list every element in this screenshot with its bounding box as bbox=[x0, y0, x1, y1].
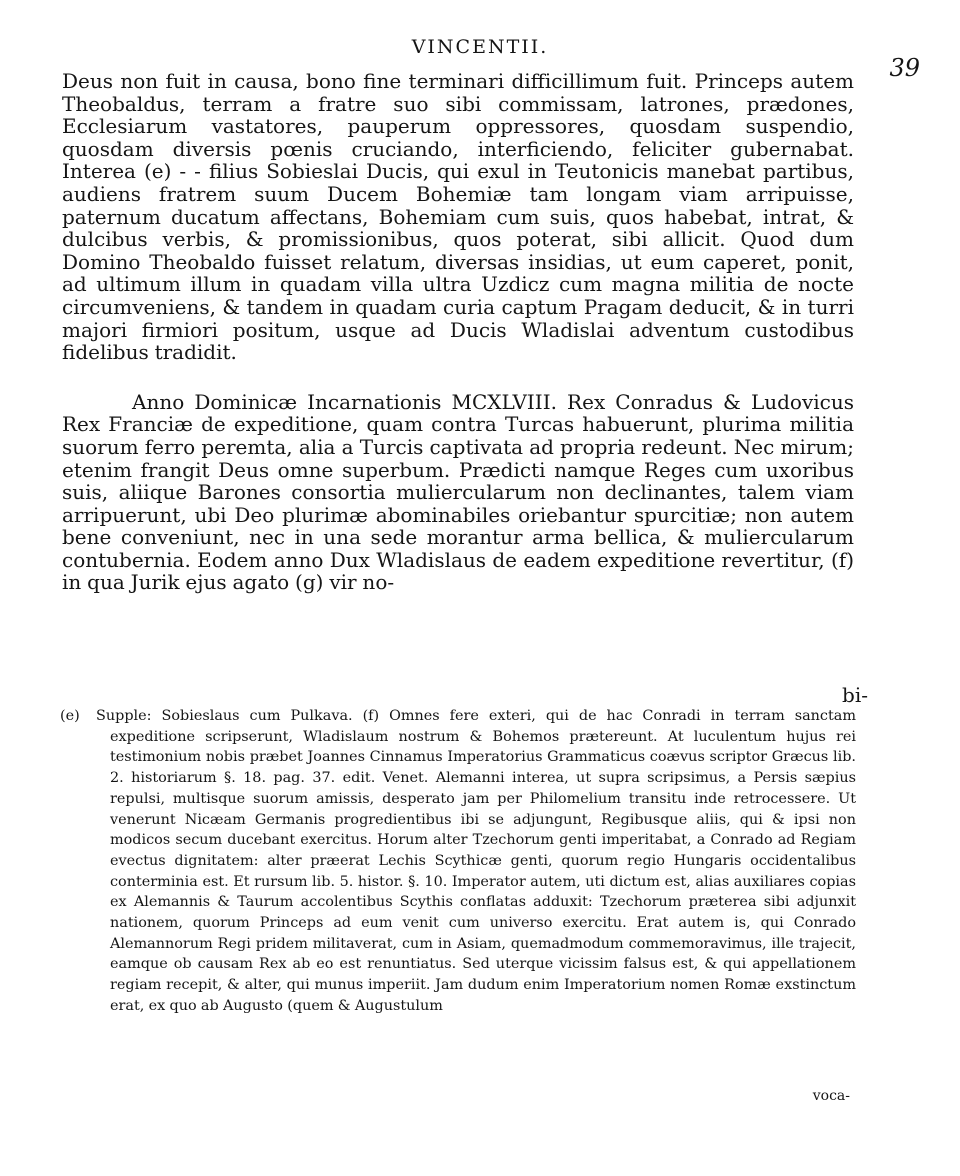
footnotes bbox=[60, 706, 856, 1017]
paragraph-1: Deus non fuit in causa, bono fine terminari difficillimum fuit. Princeps autem Theobaldus, terram a fratre suo sibi commissam, latrones, prædones, Ecclesiarum vastatores, pauperum oppressores, quosdam suspendio, quosdam diversis pœnis cruciando, interficiendo, feliciter gubernabat. Interea (e) - - filius Sobieslai Ducis, qui exul in Teutonicis manebat partibus, audiens fratrem suum Ducem Bohemiæ tam longam viam arripuisse, paternum ducatum affectans, Bohemiam cum suis, quos habebat, intrat, & dulcibus verbis, & promissionibus, quos poterat, sibi allicit. Quod dum Domino Theobaldo fuisset relatum, diversas insidias, ut eum caperet, ponit, ad ultimum illum in quadam villa ultra Uzdicz cum magna militia de nocte circumveniens, & tandem in quadam curia captum Pragam deducit, & in turri majori firmiori positum, usque ad Ducis Wladislai adventum custodibus fidelibus tradidit. bbox=[62, 69, 854, 365]
footnote-e bbox=[60, 706, 856, 1017]
footnote-catchword: voca- bbox=[812, 1088, 850, 1104]
running-head: VINCENTII. bbox=[411, 36, 549, 58]
paragraph-2: Anno Dominicæ Incarnationis MCXLVIII. Rex Conradus & Ludovicus Rex Franciæ de expeditione, quam contra Turcas habuerunt, plurima militia suorum ferro peremta, alia a Turcis captivata ad propria redeunt. Nec mirum; etenim frangit Deus omne superbum. Prædicti namque Reges cum uxoribus suis, aliique Barones consortia muliercularum non declinantes, talem viam arripuerunt, ubi Deo plurimæ abominabiles oriebantur spurcitiæ; non autem bene conveniunt, nec in una sede morantur arma bellica, & muliercularum contubernia. Eodem anno Dux Wladislaus de eadem expeditione revertitur, (f) in qua Jurik ejus agato (g) vir no- bbox=[62, 389, 854, 595]
footnote-mark: (e) bbox=[60, 708, 80, 724]
catchword: bi- bbox=[842, 683, 868, 707]
main-text bbox=[62, 70, 854, 594]
page-number: 39 bbox=[889, 54, 920, 82]
footnote-text: Supple: Sobieslaus cum Pulkava. (f) Omnes fere exteri, qui de hac Conradi in terram sanctam expeditione scripserunt, Wladislaum nostrum & Bohemos prætereunt. At luculentum hujus rei testimonium nobis præbet Joannes Cinnamus Imperatorius Grammaticus coævus scriptor Græcus lib. 2. historiarum §. 18. pag. 37. edit. Venet. Alemanni interea, ut supra scripsimus, a Persis sæpius repulsi, multisque suorum amissis, desperato jam per Philomelium transitu inde retrocessere. Ut venerunt Nicæam Germanis progredientibus ibi se adjungunt, Regibusque aliis, qui & ipsi non modicos secum ducebant exercitus. Horum alter Tzechorum genti imperitabat, a Conrado ad Regiam evectus dignitatem: alter præerat Lechis Scythicæ genti, quorum regio Hungaris occidentalibus conterminia est. Et rursum lib. 5. histor. §. 10. Imperator autem, uti dictum est, alias auxiliares copias ex Alemannis & Taurum accolentibus Scythis conflatas adduxit: Tzechorum præterea sibi adjunxit nationem, quorum Princeps ad eum venit cum universo exercitu. Erat autem is, qui Conrado Alemannorum Regi pridem militaverat, cum in Asiam, quemadmodum commemoravimus, ille trajecit, eamque ob causam Rex ab eo est renuntiatus. Sed uterque vicissim falsus est, & qui appellationem regiam recepit, & alter, qui munus imperiit. Jam dudum enim Imperatorium nomen Romæ exstinctum erat, ex quo ab Augusto (quem & Augustulum bbox=[96, 708, 856, 1014]
